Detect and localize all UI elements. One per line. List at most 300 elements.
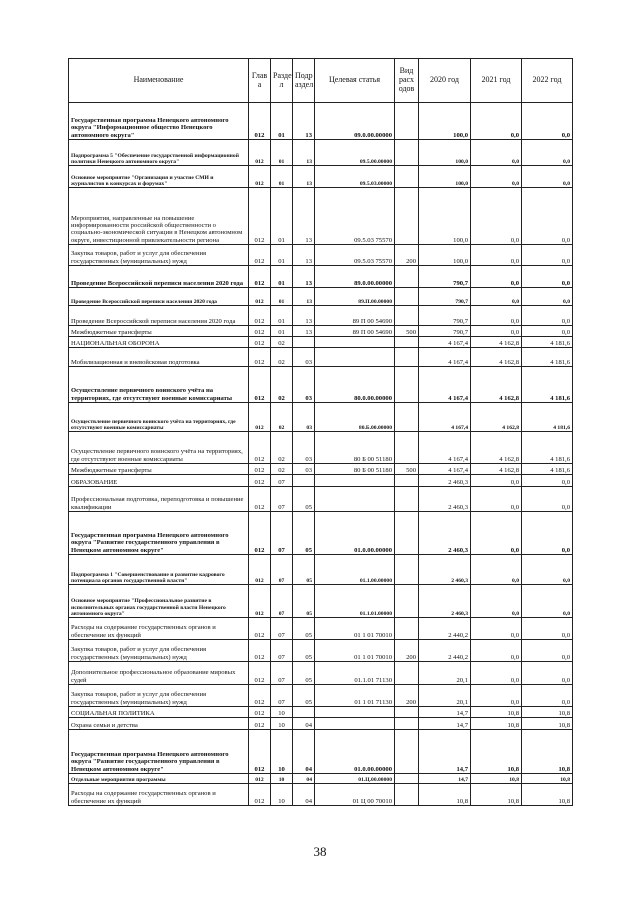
- row-target: 09.5.03.00000: [315, 166, 395, 188]
- table-row: [69, 707, 573, 718]
- row-2020: 100,0: [419, 245, 471, 266]
- row-2020: 790,7: [419, 306, 471, 326]
- row-2021: 0,0: [471, 140, 522, 166]
- row-2020: 2 460,3: [419, 585, 471, 618]
- row-podrazdel: 13: [293, 306, 315, 326]
- row-2022: 10,8: [522, 784, 573, 806]
- row-podrazdel: 05: [293, 685, 315, 707]
- table-row: [69, 774, 573, 784]
- row-name: Расходы на содержание государственных органов и обеспечение их функций: [69, 618, 249, 640]
- row-2020: 790,7: [419, 288, 471, 306]
- table-row: [69, 662, 573, 685]
- row-2021: 0,0: [471, 512, 522, 555]
- row-target: 80.Б.00.00000: [315, 403, 395, 432]
- row-vid: [395, 718, 419, 730]
- row-2022: 4 181,6: [522, 337, 573, 348]
- row-target: [315, 475, 395, 487]
- table-row: [69, 188, 573, 245]
- row-target: 89 П 00 54690: [315, 326, 395, 337]
- row-vid: [395, 662, 419, 685]
- row-vid: [395, 730, 419, 774]
- row-glava: 012: [249, 487, 271, 512]
- row-vid: 200: [395, 640, 419, 662]
- row-target: [315, 337, 395, 348]
- row-2021: 0,0: [471, 188, 522, 245]
- row-target: 01.1.01 71130: [315, 662, 395, 685]
- row-target: 01.0.00.00000: [315, 512, 395, 555]
- table-row: [69, 555, 573, 585]
- row-2022: 10,8: [522, 718, 573, 730]
- row-2022: 10,8: [522, 774, 573, 784]
- row-2022: 0,0: [522, 103, 573, 140]
- row-glava: 012: [249, 555, 271, 585]
- header-2020: 2020 год: [419, 59, 471, 103]
- row-razdel: 10: [271, 774, 293, 784]
- header-glava: Глав а: [249, 59, 271, 103]
- row-target: [315, 707, 395, 718]
- row-podrazdel: 03: [293, 367, 315, 403]
- row-razdel: 10: [271, 784, 293, 806]
- table-row: [69, 512, 573, 555]
- row-glava: 012: [249, 188, 271, 245]
- table-header-row: [69, 59, 573, 103]
- row-2022: 0,0: [522, 288, 573, 306]
- row-name: Подпрограмма 1 "Совершенствование и развитие кадрового потенциала органов государственной власти": [69, 555, 249, 585]
- header-podrazdel: Подр аздел: [293, 59, 315, 103]
- table-row: [69, 618, 573, 640]
- row-glava: 012: [249, 367, 271, 403]
- row-name: Закупка товаров, работ и услуг для обеспечения государственных (муниципальных) нужд: [69, 245, 249, 266]
- row-razdel: 01: [271, 140, 293, 166]
- row-name: Мобилизационная и вневойсковая подготовка: [69, 348, 249, 367]
- header-razdel: Разде л: [271, 59, 293, 103]
- row-razdel: 01: [271, 245, 293, 266]
- row-vid: [395, 784, 419, 806]
- row-2022: 0,0: [522, 555, 573, 585]
- row-target: 01 Ц 00 70010: [315, 784, 395, 806]
- row-glava: 012: [249, 475, 271, 487]
- row-vid: [395, 707, 419, 718]
- row-2022: 10,8: [522, 707, 573, 718]
- table-row: [69, 326, 573, 337]
- row-razdel: 01: [271, 266, 293, 288]
- row-2022: 4 181,6: [522, 348, 573, 367]
- row-2021: 4 162,8: [471, 432, 522, 464]
- row-2020: 2 460,3: [419, 555, 471, 585]
- row-razdel: 10: [271, 718, 293, 730]
- row-podrazdel: 13: [293, 166, 315, 188]
- row-2021: 0,0: [471, 266, 522, 288]
- row-podrazdel: 13: [293, 245, 315, 266]
- row-2020: 100,0: [419, 103, 471, 140]
- row-target: 89.П.00.00000: [315, 288, 395, 306]
- row-name: Осуществление первичного воинского учёта на территориях, где отсутствуют военные комиссариаты: [69, 403, 249, 432]
- row-target: 80.0.00.00000: [315, 367, 395, 403]
- row-2020: 14,7: [419, 774, 471, 784]
- row-2021: 0,0: [471, 245, 522, 266]
- row-2020: 790,7: [419, 326, 471, 337]
- row-podrazdel: 03: [293, 348, 315, 367]
- row-name: Основное мероприятие "Профессиональное развитие в исполнительных органах государственной власти Ненецкого автономного округа": [69, 585, 249, 618]
- row-glava: 012: [249, 784, 271, 806]
- row-name: СОЦИАЛЬНАЯ ПОЛИТИКА: [69, 707, 249, 718]
- row-2021: 10,8: [471, 774, 522, 784]
- row-2020: 10,8: [419, 784, 471, 806]
- row-2022: 0,0: [522, 685, 573, 707]
- row-glava: 012: [249, 685, 271, 707]
- table-row: [69, 288, 573, 306]
- row-2022: 4 181,6: [522, 403, 573, 432]
- row-glava: 012: [249, 730, 271, 774]
- row-glava: 012: [249, 512, 271, 555]
- row-2022: 0,0: [522, 326, 573, 337]
- row-2020: 20,1: [419, 685, 471, 707]
- row-razdel: 07: [271, 640, 293, 662]
- row-podrazdel: 04: [293, 730, 315, 774]
- row-name: Государственная программа Ненецкого автономного округа "Развитие государственного управления в Ненецком автономном округе": [69, 512, 249, 555]
- row-glava: 012: [249, 662, 271, 685]
- row-2021: 4 162,8: [471, 464, 522, 475]
- header-2022: 2022 год: [522, 59, 573, 103]
- row-2020: 4 167,4: [419, 348, 471, 367]
- row-podrazdel: 04: [293, 784, 315, 806]
- row-glava: 012: [249, 618, 271, 640]
- row-razdel: 02: [271, 337, 293, 348]
- row-podrazdel: 05: [293, 555, 315, 585]
- row-vid: [395, 140, 419, 166]
- row-name: Дополнительное профессиональное образование мировых судей: [69, 662, 249, 685]
- row-2022: 0,0: [522, 487, 573, 512]
- row-glava: 012: [249, 348, 271, 367]
- row-2020: 20,1: [419, 662, 471, 685]
- row-razdel: 07: [271, 585, 293, 618]
- row-podrazdel: 05: [293, 618, 315, 640]
- row-target: 89 П 00 54690: [315, 306, 395, 326]
- row-razdel: 02: [271, 432, 293, 464]
- table-row: [69, 730, 573, 774]
- row-vid: [395, 266, 419, 288]
- row-2020: 100,0: [419, 188, 471, 245]
- row-razdel: 01: [271, 188, 293, 245]
- row-2020: 4 167,4: [419, 367, 471, 403]
- row-2022: 0,0: [522, 512, 573, 555]
- row-target: 01 1 01 71130: [315, 685, 395, 707]
- row-2020: 4 167,4: [419, 403, 471, 432]
- row-2020: 14,7: [419, 718, 471, 730]
- row-vid: [395, 774, 419, 784]
- row-2021: 0,0: [471, 475, 522, 487]
- row-2020: 2 440,2: [419, 618, 471, 640]
- row-target: [315, 348, 395, 367]
- row-2021: 0,0: [471, 288, 522, 306]
- row-2021: 0,0: [471, 555, 522, 585]
- row-2022: 0,0: [522, 618, 573, 640]
- row-glava: 012: [249, 245, 271, 266]
- table-row: [69, 103, 573, 140]
- row-2022: 0,0: [522, 640, 573, 662]
- row-2020: 2 440,2: [419, 640, 471, 662]
- row-name: Профессиональная подготовка, переподготовка и повышение квалификации: [69, 487, 249, 512]
- row-glava: 012: [249, 326, 271, 337]
- row-vid: [395, 512, 419, 555]
- row-glava: 012: [249, 288, 271, 306]
- row-name: Охрана семьи и детства: [69, 718, 249, 730]
- row-razdel: 02: [271, 348, 293, 367]
- table-row: [69, 367, 573, 403]
- table-row: [69, 403, 573, 432]
- row-2021: 10,8: [471, 784, 522, 806]
- row-2022: 4 181,6: [522, 367, 573, 403]
- row-razdel: 07: [271, 512, 293, 555]
- row-name: Межбюджетные трансферты: [69, 326, 249, 337]
- row-glava: 012: [249, 403, 271, 432]
- row-razdel: 02: [271, 367, 293, 403]
- row-2020: 790,7: [419, 266, 471, 288]
- row-podrazdel: 13: [293, 140, 315, 166]
- row-vid: [395, 555, 419, 585]
- row-2020: 4 167,4: [419, 432, 471, 464]
- row-2021: 0,0: [471, 585, 522, 618]
- row-2021: 0,0: [471, 618, 522, 640]
- row-2021: 0,0: [471, 685, 522, 707]
- table-row: [69, 337, 573, 348]
- row-glava: 012: [249, 718, 271, 730]
- row-2020: 2 460,3: [419, 475, 471, 487]
- row-vid: [395, 432, 419, 464]
- row-2021: 10,8: [471, 718, 522, 730]
- row-podrazdel: 03: [293, 403, 315, 432]
- table-row: [69, 245, 573, 266]
- row-2020: 4 167,4: [419, 337, 471, 348]
- row-razdel: 07: [271, 685, 293, 707]
- row-2021: 4 162,8: [471, 348, 522, 367]
- row-glava: 012: [249, 103, 271, 140]
- table-row: [69, 266, 573, 288]
- row-2020: 4 167,4: [419, 464, 471, 475]
- row-vid: [395, 188, 419, 245]
- row-vid: [395, 103, 419, 140]
- row-target: [315, 718, 395, 730]
- row-2022: 0,0: [522, 140, 573, 166]
- table-row: [69, 475, 573, 487]
- table-row: [69, 166, 573, 188]
- row-glava: 012: [249, 464, 271, 475]
- table-row: [69, 685, 573, 707]
- row-2021: 10,8: [471, 730, 522, 774]
- header-name: Наименование: [69, 59, 249, 103]
- row-name: Отдельные мероприятия программы: [69, 774, 249, 784]
- row-target: 01.Ц.00.00000: [315, 774, 395, 784]
- table-row: [69, 432, 573, 464]
- row-podrazdel: 05: [293, 512, 315, 555]
- row-target: 80 Б 00 51180: [315, 432, 395, 464]
- row-podrazdel: [293, 337, 315, 348]
- row-target: 09.5.03 75570: [315, 245, 395, 266]
- row-razdel: 01: [271, 103, 293, 140]
- table-row: [69, 487, 573, 512]
- row-podrazdel: 03: [293, 464, 315, 475]
- table-row: [69, 585, 573, 618]
- row-vid: 500: [395, 464, 419, 475]
- table-row: [69, 640, 573, 662]
- row-glava: 012: [249, 640, 271, 662]
- row-podrazdel: 13: [293, 103, 315, 140]
- table-row: [69, 348, 573, 367]
- row-razdel: 07: [271, 487, 293, 512]
- row-vid: [395, 475, 419, 487]
- row-glava: 012: [249, 266, 271, 288]
- row-name: Мероприятия, направленные на повышение информированности российской общественности о социально-экономической ситуации в Ненецком автономном округе, инвестиционной привлекательности региона: [69, 188, 249, 245]
- row-name: Государственная программа Ненецкого автономного округа "Развитие государственного управления в Ненецком автономном округе": [69, 730, 249, 774]
- row-2022: 0,0: [522, 188, 573, 245]
- row-name: Осуществление первичного воинского учёта на территориях, где отсутствуют военные комиссариаты: [69, 432, 249, 464]
- row-name: Основное мероприятие "Организация и участие СМИ и журналистов в конкурсах и форумах": [69, 166, 249, 188]
- row-2021: 0,0: [471, 640, 522, 662]
- row-name: Закупка товаров, работ и услуг для обеспечения государственных (муниципальных) нужд: [69, 685, 249, 707]
- row-2021: 10,8: [471, 707, 522, 718]
- row-target: 01.0.00.00000: [315, 730, 395, 774]
- row-razdel: 07: [271, 475, 293, 487]
- row-razdel: 07: [271, 555, 293, 585]
- row-podrazdel: 13: [293, 266, 315, 288]
- row-2020: 100,0: [419, 166, 471, 188]
- row-razdel: 10: [271, 730, 293, 774]
- row-podrazdel: [293, 707, 315, 718]
- row-razdel: 02: [271, 403, 293, 432]
- row-glava: 012: [249, 337, 271, 348]
- row-glava: 012: [249, 432, 271, 464]
- row-vid: [395, 306, 419, 326]
- row-target: 01 1 01 70010: [315, 618, 395, 640]
- page-number: 38: [313, 844, 327, 859]
- row-name: Государственная программа Ненецкого автономного округа "Информационное общество Ненецкого автономного округа": [69, 103, 249, 140]
- row-target: 09.0.00.00000: [315, 103, 395, 140]
- row-podrazdel: 05: [293, 640, 315, 662]
- row-podrazdel: 13: [293, 326, 315, 337]
- row-2022: 4 181,6: [522, 464, 573, 475]
- table-row: [69, 306, 573, 326]
- row-glava: 012: [249, 140, 271, 166]
- row-razdel: 01: [271, 326, 293, 337]
- row-vid: [395, 585, 419, 618]
- row-name: Закупка товаров, работ и услуг для обеспечения государственных (муниципальных) нужд: [69, 640, 249, 662]
- row-target: [315, 487, 395, 512]
- row-target: 09.5.03 75570: [315, 188, 395, 245]
- row-razdel: 01: [271, 166, 293, 188]
- row-podrazdel: 05: [293, 585, 315, 618]
- row-razdel: 02: [271, 464, 293, 475]
- row-2021: 4 162,8: [471, 337, 522, 348]
- row-target: 80 Б 00 51180: [315, 464, 395, 475]
- row-2021: 4 162,8: [471, 403, 522, 432]
- row-target: 01.1.01.00000: [315, 585, 395, 618]
- header-2021: 2021 год: [471, 59, 522, 103]
- row-podrazdel: 13: [293, 288, 315, 306]
- row-2021: 0,0: [471, 487, 522, 512]
- header-target: Целевая статья: [315, 59, 395, 103]
- row-vid: [395, 166, 419, 188]
- row-podrazdel: [293, 475, 315, 487]
- row-2022: 4 181,6: [522, 432, 573, 464]
- row-podrazdel: 05: [293, 662, 315, 685]
- row-2021: 0,0: [471, 662, 522, 685]
- row-2021: 4 162,8: [471, 367, 522, 403]
- row-name: Расходы на содержание государственных органов и обеспечение их функций: [69, 784, 249, 806]
- row-vid: [395, 487, 419, 512]
- row-razdel: 07: [271, 618, 293, 640]
- row-2020: 14,7: [419, 707, 471, 718]
- row-vid: [395, 618, 419, 640]
- row-glava: 012: [249, 306, 271, 326]
- row-vid: 200: [395, 685, 419, 707]
- row-vid: 200: [395, 245, 419, 266]
- row-glava: 012: [249, 166, 271, 188]
- row-vid: 500: [395, 326, 419, 337]
- row-name: ОБРАЗОВАНИЕ: [69, 475, 249, 487]
- row-2022: 0,0: [522, 245, 573, 266]
- table-row: [69, 784, 573, 806]
- row-razdel: 10: [271, 707, 293, 718]
- row-target: 09.5.00.00000: [315, 140, 395, 166]
- row-2021: 0,0: [471, 326, 522, 337]
- row-2022: 0,0: [522, 662, 573, 685]
- row-glava: 012: [249, 774, 271, 784]
- row-name: Осуществление первичного воинского учёта на территориях, где отсутствуют военные комиссариаты: [69, 367, 249, 403]
- row-podrazdel: 04: [293, 718, 315, 730]
- row-glava: 012: [249, 707, 271, 718]
- row-target: 01 1 01 70010: [315, 640, 395, 662]
- row-2022: 0,0: [522, 585, 573, 618]
- row-2021: 0,0: [471, 103, 522, 140]
- row-vid: [395, 367, 419, 403]
- row-2022: 0,0: [522, 475, 573, 487]
- row-target: 01.1.00.00000: [315, 555, 395, 585]
- row-razdel: 07: [271, 662, 293, 685]
- table-row: [69, 464, 573, 475]
- row-glava: 012: [249, 585, 271, 618]
- row-podrazdel: 13: [293, 188, 315, 245]
- row-name: Межбюджетные трансферты: [69, 464, 249, 475]
- row-name: Проведение Всероссийской переписи населения 2020 года: [69, 306, 249, 326]
- row-2022: 0,0: [522, 266, 573, 288]
- row-podrazdel: 03: [293, 432, 315, 464]
- row-podrazdel: 05: [293, 487, 315, 512]
- row-name: Проведение Всероссийской переписи населения 2020 года: [69, 288, 249, 306]
- row-2020: 14,7: [419, 730, 471, 774]
- row-name: Проведение Всероссийской переписи населения 2020 года: [69, 266, 249, 288]
- row-target: 89.0.00.00000: [315, 266, 395, 288]
- row-2020: 100,0: [419, 140, 471, 166]
- row-2022: 0,0: [522, 306, 573, 326]
- row-2021: 0,0: [471, 166, 522, 188]
- row-name: НАЦИОНАЛЬНАЯ ОБОРОНА: [69, 337, 249, 348]
- row-2020: 2 460,3: [419, 487, 471, 512]
- header-vid: Вид расх одов: [395, 59, 419, 103]
- row-2020: 2 460,3: [419, 512, 471, 555]
- row-podrazdel: 04: [293, 774, 315, 784]
- row-razdel: 01: [271, 288, 293, 306]
- budget-table: [68, 58, 573, 806]
- table-row: [69, 718, 573, 730]
- table-row: [69, 140, 573, 166]
- row-2021: 0,0: [471, 306, 522, 326]
- row-razdel: 01: [271, 306, 293, 326]
- row-2022: 10,8: [522, 730, 573, 774]
- row-vid: [395, 403, 419, 432]
- row-vid: [395, 348, 419, 367]
- row-name: Подпрограмма 5 "Обеспечение государственной информационной политики Ненецкого автономного округа": [69, 140, 249, 166]
- row-2022: 0,0: [522, 166, 573, 188]
